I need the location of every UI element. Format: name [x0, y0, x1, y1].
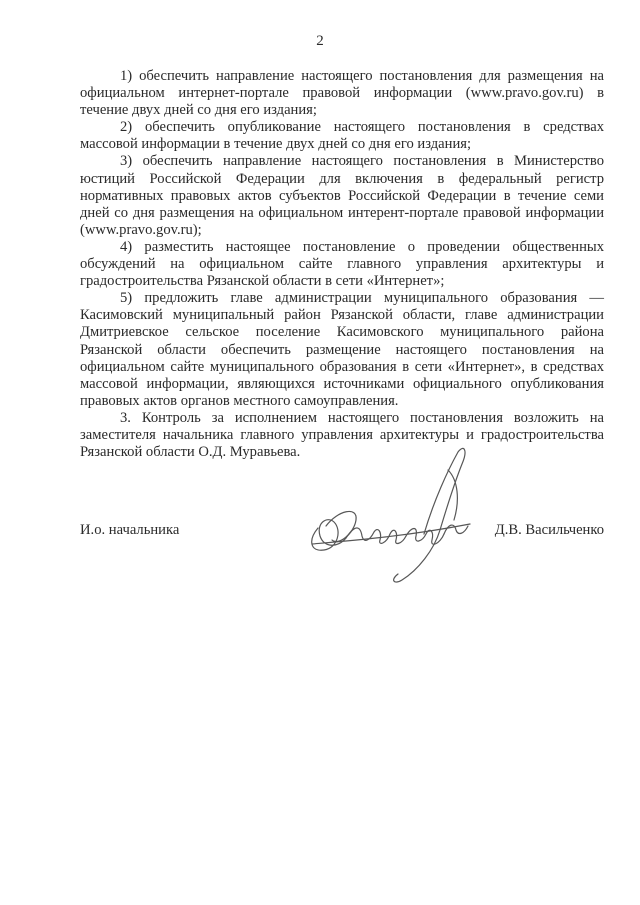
- paragraph-item-5: 5) предложить главе администрации муниципального образования — Касимовский муниципальный район Рязанской области, главе администрации Дмитриевское сельское поселение Касимовского муниципального района Рязанской области обеспечить размещение настоящего постановления на официальном сайте муниципального образования в сети «Интернет», в средствах массовой информации, являющихся источниками официального опубликования правовых актов органов местного самоуправления.: [80, 290, 604, 409]
- paragraph-item-2: 2) обеспечить опубликование настоящего постановления в средствах массовой информации в течение двух дней со дня его издания;: [80, 119, 604, 153]
- handwritten-signature: [298, 440, 484, 590]
- paragraph-item-3: 3) обеспечить направление настоящего постановления в Министерство юстиций Российской Федерации для включения в федеральный регистр нормативных правовых актов субъектов Российской Федерации в течение семи дней со дня размещения на официальном интерент-портале правовой информации (www.pravo.gov.ru);: [80, 153, 604, 238]
- document-body: [80, 68, 604, 461]
- signatory-name: Д.В. Васильченко: [494, 522, 604, 538]
- signatory-title: И.о. начальника: [80, 522, 180, 538]
- paragraph-control: 3. Контроль за исполнением настоящего постановления возложить на заместителя начальника главного управления архитектуры и градостроительства Рязанской области О.Д. Муравьева.: [80, 409, 604, 461]
- page-number: 2: [316, 33, 324, 49]
- paragraph-item-4: 4) разместить настоящее постановление о проведении общественных обсуждений на официальном сайте главного управления архитектуры и градостроительства Рязанской области в сети «Интернет»;: [80, 238, 604, 290]
- paragraph-item-1: 1) обеспечить направление настоящего постановления для размещения на официальном интернет-портале правовой информации (www.pravo.gov.ru) в течение двух дней со дня его издания;: [80, 68, 604, 119]
